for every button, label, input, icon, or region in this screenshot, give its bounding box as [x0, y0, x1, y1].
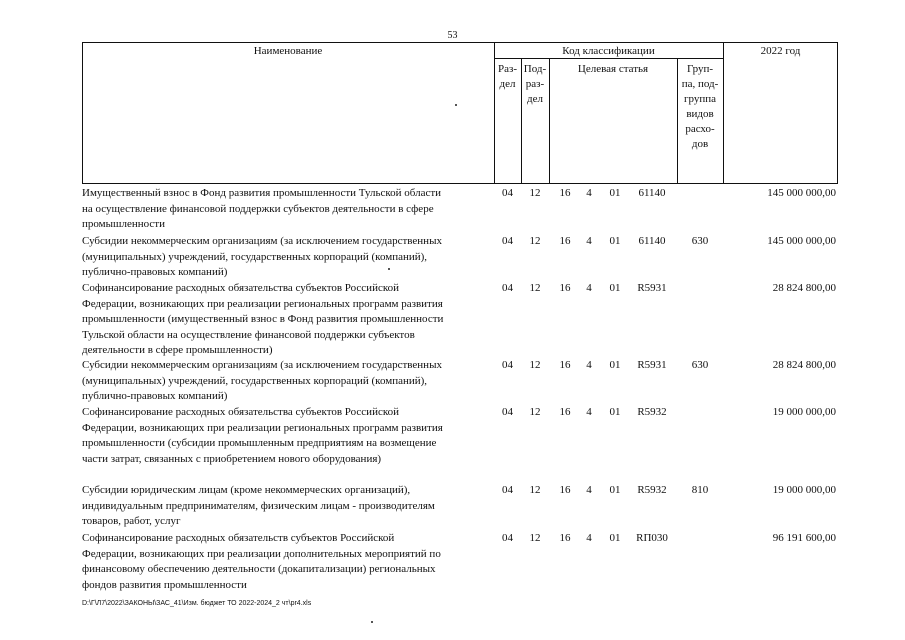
- scan-speck: [455, 104, 457, 106]
- row-name-line: Софинансирование расходных обязательства субъектов Российской: [82, 406, 400, 418]
- row-name-line: части затрат, связанных с приобретением нового оборудования): [82, 452, 382, 465]
- row-name-line: Субсидии некоммерческим организациям (за исключением государственных: [82, 359, 442, 371]
- row-name: [82, 483, 494, 530]
- cell-cs3: 01: [609, 187, 621, 199]
- cell-amount: 19 000 000,00: [772, 406, 836, 418]
- header-podrazdel-line: дел: [527, 93, 543, 105]
- cell-amount: 28 824 800,00: [772, 359, 836, 371]
- cell-cs1: 16: [559, 282, 571, 294]
- cell-vid: 630: [691, 359, 709, 371]
- cell-cs3: 01: [609, 235, 621, 247]
- header-group-line: па, под-: [681, 78, 719, 90]
- cell-cs2: 4: [586, 187, 592, 199]
- row-name-line: (муниципальных) учреждений, государственных корпораций (компаний),: [82, 250, 428, 263]
- cell-cs3: 01: [609, 282, 621, 294]
- row-name-line: Софинансирование расходных обязательства субъектов Российской: [82, 282, 400, 294]
- cell-cs2: 4: [586, 406, 592, 418]
- cell-amount: 145 000 000,00: [767, 235, 836, 247]
- page-number: 53: [447, 30, 458, 41]
- file-path: D:\Г\Л7\2022\ЗАКОНЫ\ЗАС_41\Изм. бюджет ТО 2022-2024_2 чт\pr4.xls: [82, 600, 312, 607]
- header-border: [82, 42, 838, 184]
- row-name-line: товаров, работ, услуг: [82, 515, 181, 527]
- row-name-line: финансовому обеспечению деятельности (докапитализации) региональных: [82, 563, 436, 575]
- cell-cs1: 16: [559, 484, 571, 496]
- cell-razdel: 04: [502, 406, 513, 418]
- cell-cs4: R5932: [637, 484, 667, 496]
- row-name-line: публично-правовых компаний): [82, 266, 228, 278]
- cell-razdel: 04: [502, 484, 513, 496]
- cell-amount: 96 191 600,00: [772, 532, 836, 544]
- scan-speck: [371, 621, 373, 623]
- cell-cs1: 16: [559, 235, 571, 247]
- row-name-line: деятельности в сфере промышленности): [82, 344, 273, 356]
- cell-cs1: 16: [559, 406, 571, 418]
- scan-speck: [388, 268, 390, 270]
- cell-cs2: 4: [586, 484, 592, 496]
- row-name: [82, 281, 494, 359]
- header-group-line: Груп-: [686, 63, 714, 75]
- cell-razdel: 04: [502, 235, 513, 247]
- cell-cs4: R5931: [637, 359, 667, 371]
- cell-cs2: 4: [586, 235, 592, 247]
- header-name: Наименование: [253, 45, 323, 57]
- header-group-line: группа: [683, 93, 717, 105]
- cell-cs3: 01: [609, 484, 621, 496]
- row-name-line: индивидуальным предпринимателям, физическим лицам - производителям: [82, 499, 435, 512]
- cell-razdel: 04: [502, 187, 513, 199]
- cell-cs4: R5931: [637, 282, 667, 294]
- cell-amount: 28 824 800,00: [772, 282, 836, 294]
- row-name: [82, 186, 494, 233]
- row-name: [82, 234, 494, 281]
- cell-cs3: 01: [609, 406, 621, 418]
- row-name-line: Федерации, возникающих при реализации региональных программ развития: [82, 421, 443, 434]
- cell-razdel: 04: [502, 359, 513, 371]
- divider: [723, 42, 724, 184]
- row-name-line: промышленности: [82, 218, 165, 230]
- cell-cs3: 01: [609, 359, 621, 371]
- row-name-line: фондов развития промышленности: [82, 578, 247, 591]
- header-podrazdel-line: Под-: [523, 63, 547, 75]
- header-razdel-line: дел: [499, 78, 516, 90]
- header-podrazdel-line: раз-: [525, 78, 545, 90]
- row-name: [82, 531, 494, 593]
- cell-podrazdel: 12: [529, 484, 541, 496]
- row-name-line: публично-правовых компаний): [82, 390, 228, 402]
- cell-cs4: 61140: [638, 187, 666, 199]
- cell-podrazdel: 12: [529, 532, 541, 544]
- cell-vid: 630: [691, 235, 709, 247]
- header-razdel: [494, 62, 521, 92]
- header-target: Целевая статья: [577, 63, 649, 75]
- cell-cs1: 16: [559, 187, 571, 199]
- cell-podrazdel: 12: [529, 187, 541, 199]
- header-year: 2022 год: [760, 45, 801, 57]
- cell-podrazdel: 12: [529, 282, 541, 294]
- header-code: Код классификации: [562, 45, 655, 57]
- cell-podrazdel: 12: [529, 235, 541, 247]
- cell-cs4: 61140: [638, 235, 666, 247]
- cell-podrazdel: 12: [529, 359, 541, 371]
- row-name-line: (муниципальных) учреждений, государственных корпораций (компаний),: [82, 374, 428, 387]
- row-name-line: промышленности (имущественный взнос в Фонд развития промышленности: [82, 313, 444, 325]
- cell-cs4: R5932: [637, 406, 667, 418]
- row-name-line: промышленности (субсидии промышленным предприятиям на возмещение: [82, 437, 437, 449]
- cell-cs2: 4: [586, 532, 592, 544]
- cell-podrazdel: 12: [529, 406, 541, 418]
- header-group-line: расхо-: [685, 123, 715, 135]
- row-name-line: Федерации, возникающих при реализации дополнительных мероприятий по: [82, 547, 441, 560]
- row-name-line: Имущественный взнос в Фонд развития промышленности Тульской области: [82, 187, 442, 199]
- cell-cs1: 16: [559, 359, 571, 371]
- row-name-line: Субсидии некоммерческим организациям (за исключением государственных: [82, 235, 442, 247]
- cell-razdel: 04: [502, 532, 513, 544]
- header-group-line: дов: [691, 138, 709, 150]
- cell-cs2: 4: [586, 282, 592, 294]
- cell-cs4: RП030: [636, 532, 668, 544]
- row-name-line: Тульской области на осуществление финансовой поддержки субъектов: [82, 328, 415, 341]
- header-group-line: видов: [686, 108, 714, 120]
- cell-cs2: 4: [586, 359, 592, 371]
- cell-amount: 19 000 000,00: [772, 484, 836, 496]
- header-podrazdel: [521, 62, 549, 107]
- cell-cs3: 01: [609, 532, 621, 544]
- row-name: [82, 358, 494, 405]
- row-name-line: на осуществление финансовой поддержки субъектов деятельности в сфере: [82, 202, 434, 215]
- row-name-line: Софинансирование расходных обязательств субъектов Российской: [82, 532, 395, 544]
- cell-vid: 810: [691, 484, 709, 496]
- cell-amount: 145 000 000,00: [767, 187, 836, 199]
- header-group: [677, 62, 723, 152]
- row-name-line: Федерации, возникающих при реализации региональных программ развития: [82, 297, 443, 310]
- cell-razdel: 04: [502, 282, 513, 294]
- row-name-line: Субсидии юридическим лицам (кроме некоммерческих организаций),: [82, 484, 411, 496]
- row-name: [82, 405, 494, 467]
- cell-cs1: 16: [559, 532, 571, 544]
- header-razdel-line: Раз-: [497, 63, 517, 75]
